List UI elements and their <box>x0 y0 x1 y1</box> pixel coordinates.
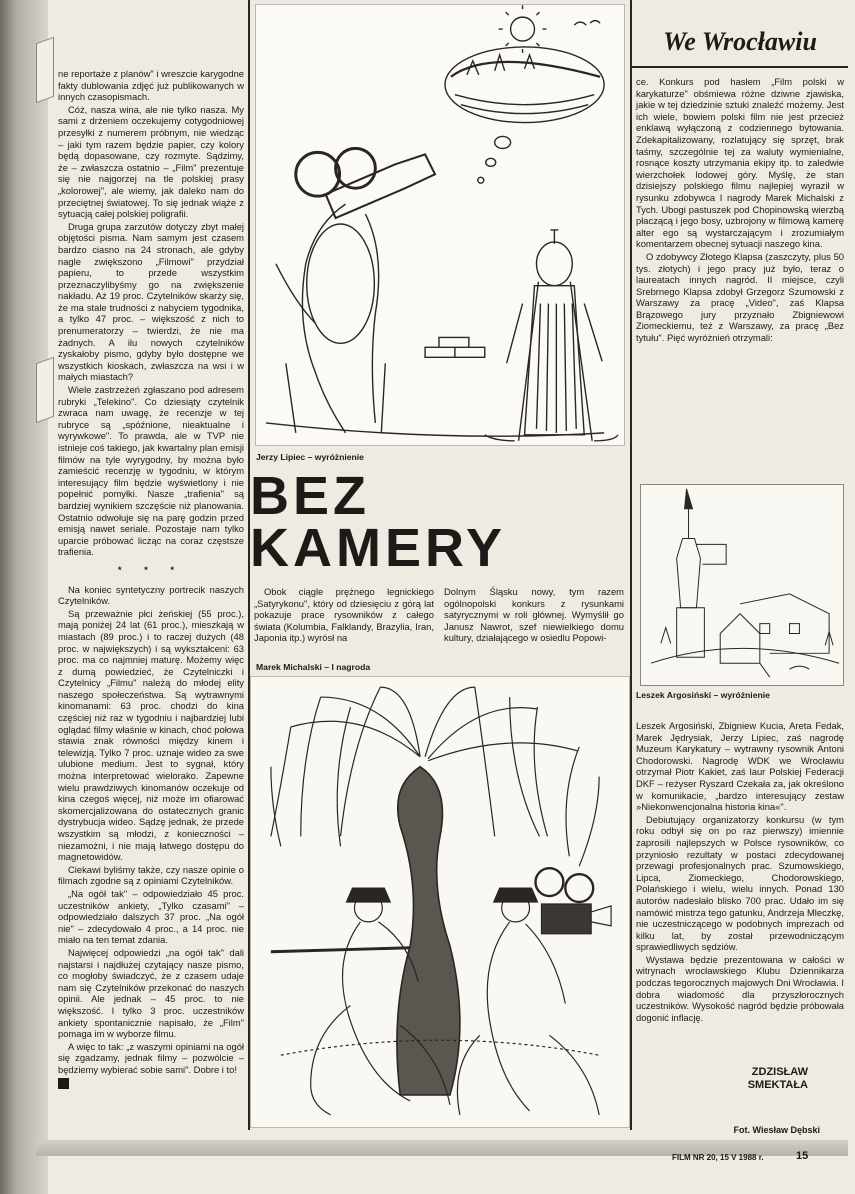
paragraph: Druga grupa zarzutów dotyczy zbyt małej objętości pisma. Nam samym jest czasem bardzo ciasno na 24 stronach, ale gdyby nagle zwiększono „Filmowi" przydział papieru, to przede wszystkim przeznaczylibyśmy go na zwiększenie nakładu. Aż 19 proc. Czytelników skarży się, że ma stale trudności z nabyciem tygodnika, a tylko 47 proc. – większość z nich to prenumeratorzy – twierdzi, że nie ma żadnych. A ilu nowych czytelników zyskałoby pismo, gdyby było dostępne we wszystkich kioskach, zwłaszcza na wsi i w małych miastach? <box>58 220 244 383</box>
author-last-name: SMEKTAŁA <box>747 1079 808 1091</box>
torn-paper-fragment <box>36 357 54 424</box>
paragraph: ce. Konkurs pod hasłem „Film polski w karykaturze" obśmiewa różne dziwne zjawiska, jakie w tej dziedzinie sztuki znaleźć możemy. Jest ich wiele, bowiem polski film nie jest przecież enklawą wyłączoną z codziennego bytowania. Zdekapitalizowany, rozlatujący się sprzęt, brak taśmy, szczególnie tej za waluty wymienialne, rosnące koszty utrzymania ekipy itp. to zaledwie wierzchołek lodowej góry. Myślę, że stan dzisiejszy polskiego filmu najlepiej wyraził w rysunku zdobywca I nagrody Marek Michalski z Tych. Ubogi pastuszek pod Chopinowską wierzbą płaczącą i jego bosy, uzbrojony w filmową kamerę alter ego są wystarczającym i zrozumiałym komentarzem obecnej sytuacji naszego kina. <box>636 76 844 250</box>
issue-info: FILM NR 20, 15 V 1988 r. <box>672 1153 764 1162</box>
intro-text-right <box>444 586 624 644</box>
paragraph: Leszek Argosiński, Zbigniew Kucia, Areta Fedak, Marek Jędrysiak, Jerzy Lipiec, zaś nagrodę Muzeum Karykatury – wytrawny rysownik Antoni Chodorowski. Nagrodę WDK we Wrocławiu otrzymał Piotr Kakiet, zaś laur Polskiej Federacji DKF – reżyser Ryszard Czekała za, jak określono w komunikacie, „bardzo interesujący zestaw »Niekonwencjonalna historia kina«". <box>636 720 844 813</box>
headline-line-1: BEZ <box>250 466 370 526</box>
right-article-column-continued <box>636 720 844 1024</box>
cartoon-caption-top: Jerzy Lipiec – wyróżnienie <box>256 452 364 462</box>
cartoon-drawing <box>641 485 843 685</box>
cartoon-caption-right: Leszek Argosiński – wyróżnienie <box>636 690 770 700</box>
section-title: We Wrocławiu <box>663 27 817 56</box>
left-article-column <box>58 68 244 1128</box>
right-article-column <box>636 76 844 345</box>
page-number: 15 <box>796 1150 809 1162</box>
paragraph: Są przeważnie płci żeńskiej (55 proc.), mają poniżej 24 lat (61 proc.), mieszkają w miastach (89 proc.) i to raczej dużych (48 proc. w największych) i są wykształceni: 63 proc. ma co najmniej maturę. Możemy więc z dumą powiedzieć, że Czytelniczki i Czytelnicy „Filmu" należą do młodej elity naszego społeczeństwa. Są wytrawnymi kinomanami: 63 proc. chodzi do kina częściej niż raz w tygodniu i najbardziej lubi oglądać filmy właśnie w kinach, choć połowa stawia znak równości między kinem i telewizją. Tylko 7 proc. uznaje wideo za swe ulubione medium. Jest to sygnał, który można interpretować wielorako. Zapewne wielu prawdziwych kinomanów oczekuje od kina czegoś więcej, niż może im ofiarować skomercjalizowana do ostatecznych granic dystrybucja wideo. Sądzę jednak, że przede wszystkim są młodzi, z konieczności – niezamożni, i nie mają łatwego dostępu do magnetowidów. <box>58 607 244 863</box>
intro-text-left <box>254 586 434 644</box>
headline-line-2: KAMERY <box>250 518 507 578</box>
paragraph: „Na ogół tak" – odpowiedziało 45 proc. uczestników ankiety, „Tylko czasami" – odpowiedziało dalszych 37 proc. „Na ogół nie" – zdecydowało 4 proc., a 14 proc. nie miało na ten temat zdania. <box>58 887 244 946</box>
paragraph: Na koniec syntetyczny portrecik naszych Czytelników. <box>58 583 244 607</box>
cartoon-drawing <box>256 5 624 445</box>
article-headline <box>250 466 630 578</box>
paragraph: Debiutujący organizatorzy konkursu (w tym roku odbył się on po raz pierwszy) imiennie zaprosili najlepszych w Polsce rysowników, co przyniosło rezultaty w postaci zdecydowanej przewagi profesjonalnych prac. Szumowskiego, Lipca, Ziomeckiego, Chodorowskiego, Polańskiego i wielu, wielu innych. Ponad 130 autorów nadesłało blisko 700 prac. Udało im się namówić mistrza tego gatunku, Andrzeja Mleczkę, nie uczestniczącego w podobnych imprezach od kilku lat, by został przewodniczącym sprawiedliwych sędziów. <box>636 813 844 953</box>
cartoon-cameraman-dream <box>255 4 625 446</box>
column-rule <box>630 0 632 1130</box>
cartoon-shepherd-willow <box>250 676 630 1128</box>
cartoon-statue-liberty <box>640 484 844 686</box>
section-separator: * * * <box>117 563 185 575</box>
paragraph: Wystawa będzie prezentowana w całości w witrynach wrocławskiego Klubu Dziennikarza podczas tegorocznych majowych Dni Wrocławia. I dobra wiadomość dla przyszłorocznych uczestników. Wysokość nagród będzie próbowała dogonić inflację. <box>636 953 844 1023</box>
paragraph: Najwięcej odpowiedzi „na ogół tak" dali najstarsi i najdłużej czytający nasze pismo, co mogłoby świadczyć, że z czasem udaje nam się Czytelników przekonać do naszych opinii. Ale jednak – 45 proc. to nie większość. I tylko 3 proc. uczestników ankiety spontanicznie napisało, że „Film" pomaga im w wyborze filmu. <box>58 946 244 1040</box>
paragraph: Wiele zastrzeżeń zgłaszano pod adresem rubryki „Telekino". Co dziesiąty czytelnik zwraca nam uwagę, że recenzje w tej rubryce są „spóźnione, nieaktualne i wyrywkowe". To prawda, ale w TVP nie istnieje coś takiego, jak kwartalny plan emisji filmów na tyle wyrygodny, by można było zamieścić recenzję w tygodniu, w którym interesujący film będzie wyświetlony i nie popełnić pomyłki. Nasze „trafienia" są bardziej wynikiem szczęście niż planowania. Ostatnio odwołuje się na parę godzin przed emisją nawet seriale. Pozostaje nam tylko uparcie próbować licząc na coraz częstsze trafienia. <box>58 384 244 558</box>
paragraph: Cóż, nasza wina, ale nie tylko nasza. My sami z drżeniem oczekujemy cotygodniowej przesyłki z numerem próbnym, nie wiedząc – jaki tym razem będzie papier, czy kolory będą dopasowane, czy rozmyte. Sądzimy, że – zwłaszcza ostatnio – „Film" prezentuje się nie najgorzej na tle polskiej prasy „kolorowej", ale wiemy, jak daleko nam do przeciętnej światowej. To się jednak wiąże z sytuacją całej polskiej poligrafii. <box>58 103 244 220</box>
paragraph: ne reportaże z planów" i wreszcie karygodne fakty dublowania zdjęć już publikowanych w innych czasopismach. <box>58 68 244 103</box>
intro-paragraph: Dolnym Śląsku nowy, tym razem ogólnopolski konkurs z rysunkami satyrycznymi w roli głównej. Wymyślił go Janusz Nawrot, szef niewielkiego domu kultury, działającego w osiedlu Popowi- <box>444 586 624 644</box>
cartoon-drawing <box>251 677 629 1127</box>
paragraph: O zdobywcy Złotego Klapsa (zaszczyty, plus 50 tys. złotych) i jego pracy już było, teraz o laureatach innych nagród. II miejsce, czyli Srebrnego Klapsa zdobył Grzegorz Szumowski z Warszawy za pracę „Video", zaś Klapsa Brązowego jury przyznało Zbigniewowi Ziomeckiemu, też z Warszawy, za pracę „Bez tytułu". Pięć wyróżnień otrzymali: <box>636 250 844 344</box>
article-author <box>700 1066 808 1092</box>
intro-paragraph: Obok ciągle prężnego legnickiego „Satyrykonu", który od dziesięciu z górą lat pokazuje prace rysowników z całego świata (Kolumbia, Falklandy, Brazylia, Iran, Japonia itp.) wyrósł na <box>254 586 434 644</box>
cartoon-caption-bottom: Marek Michalski – I nagroda <box>256 662 371 672</box>
section-rule <box>632 66 848 68</box>
paragraph: A więc to tak: „z waszymi opiniami na ogół się zgadzamy, jednak filmy – pozwólcie – będziemy wybierać sobie sami". Dobre i to! <box>58 1040 244 1075</box>
photo-credit: Fot. Wiesław Dębski <box>733 1125 820 1135</box>
author-first-name: ZDZISŁAW <box>751 1066 808 1078</box>
end-of-article-mark <box>58 1078 69 1089</box>
page-binding-edge <box>0 0 48 1194</box>
paragraph: Ciekawi byliśmy także, czy nasze opinie o filmach zgodne są z opiniami Czytelników. <box>58 863 244 887</box>
torn-paper-fragment <box>36 37 54 104</box>
